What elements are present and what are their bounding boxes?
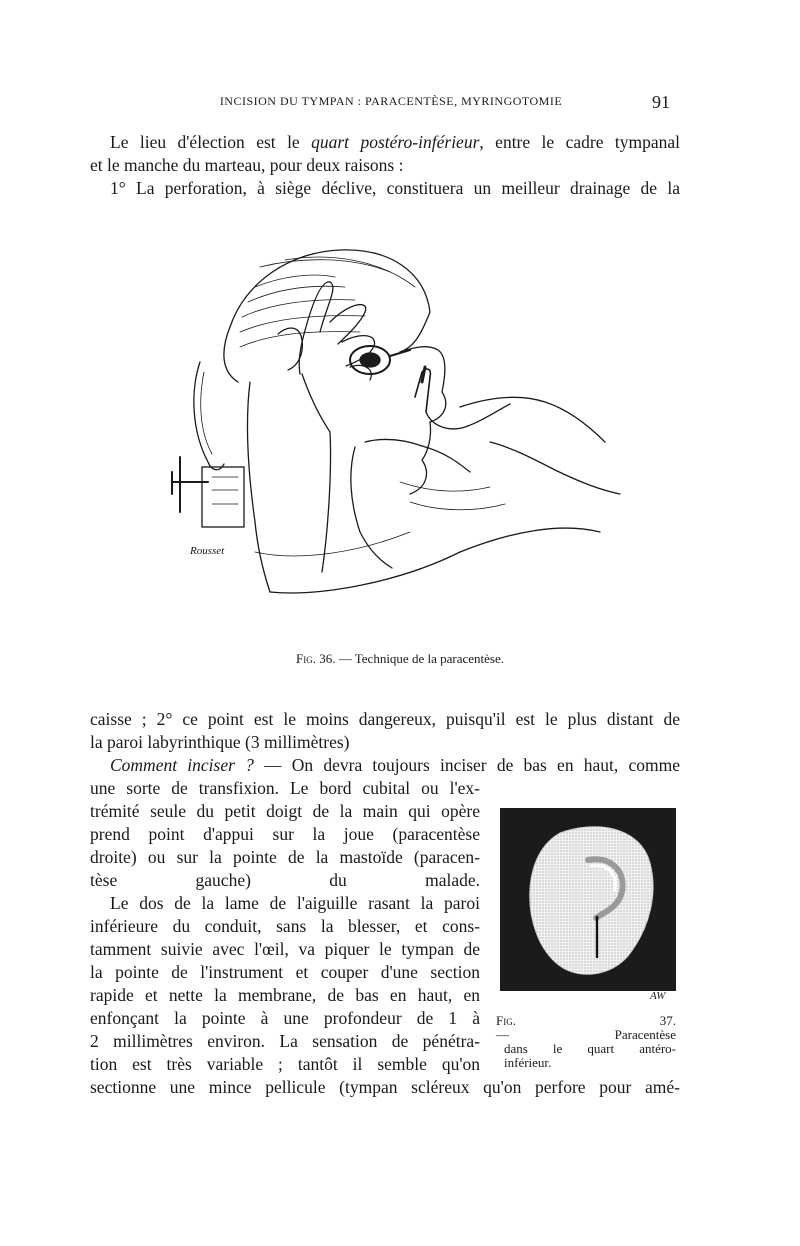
- text-line: inférieure du conduit, sans la blesser, et cons-: [90, 916, 480, 936]
- text-line: enfonçant la pointe à une profondeur de 1 à: [90, 1008, 480, 1028]
- figure-37-caption: Fig. 37. — Paracentèse dans le quart antéro- inférieur.: [496, 1013, 676, 1070]
- text-line: rapide et nette la membrane, de bas en haut, en: [90, 985, 480, 1005]
- engraver-monogram: AW: [650, 990, 666, 1002]
- text-line: Le dos de la lame de l'aiguille rasant la paroi: [110, 893, 480, 913]
- figure-37-image: [500, 808, 676, 991]
- text-line: droite) ou sur la pointe de la mastoïde (paracen-: [90, 847, 480, 867]
- text-line: 2 millimètres environ. La sensation de pénétra-: [90, 1031, 480, 1051]
- text-line: caisse ; 2° ce point est le moins dangereux, puisqu'il est le plus distant de: [90, 709, 680, 729]
- bottom-paragraph-start: [90, 708, 680, 777]
- text-line: trémité seule du petit doigt de la main qui opère: [90, 801, 480, 821]
- illustrator-signature: Rousset: [190, 545, 225, 557]
- text-line: Le lieu d'élection est le quart postéro-inférieur, entre le cadre tympanal: [110, 132, 681, 152]
- text-line: 1° La perforation, à siège déclive, constituera un meilleur drainage de la: [110, 178, 680, 198]
- running-title: INCISION DU TYMPAN : PARACENTÈSE, MYRINGOTOMIE: [219, 94, 563, 108]
- text-line: et le manche du marteau, pour deux raisons :: [90, 155, 404, 175]
- tympanum-drawing: [500, 808, 676, 991]
- text-line: tion est très variable ; tantôt il semble qu'on: [90, 1054, 480, 1074]
- text-line: tamment suivie avec l'œil, va piquer le tympan de: [90, 939, 480, 959]
- text-line: une sorte de transfixion. Le bord cubital ou l'ex-: [90, 778, 480, 798]
- figure-36-caption: Fig. 36. — Technique de la paracentèse.: [296, 651, 504, 666]
- text-line: prend point d'appui sur la joue (paracentèse: [90, 824, 480, 844]
- emphasis: quart postéro-inférieur: [311, 132, 480, 152]
- bottom-paragraph-end: [90, 1076, 680, 1099]
- text-line: Comment inciser ? — On devra toujours inciser de bas en haut, comme: [110, 755, 680, 775]
- text-line: sectionne une mince pellicule (tympan scléreux qu'on perfore pour amé-: [90, 1077, 680, 1097]
- narrow-column-text: [90, 777, 480, 1076]
- text-line: la paroi labyrinthique (3 millimètres): [90, 732, 350, 752]
- top-paragraph: [90, 131, 680, 200]
- page-number: 91: [652, 92, 670, 112]
- text-line: la pointe de l'instrument et couper d'une section: [90, 962, 480, 982]
- text-line: tèse gauche) du malade.: [90, 870, 480, 890]
- figure-36-illustration: [160, 232, 630, 640]
